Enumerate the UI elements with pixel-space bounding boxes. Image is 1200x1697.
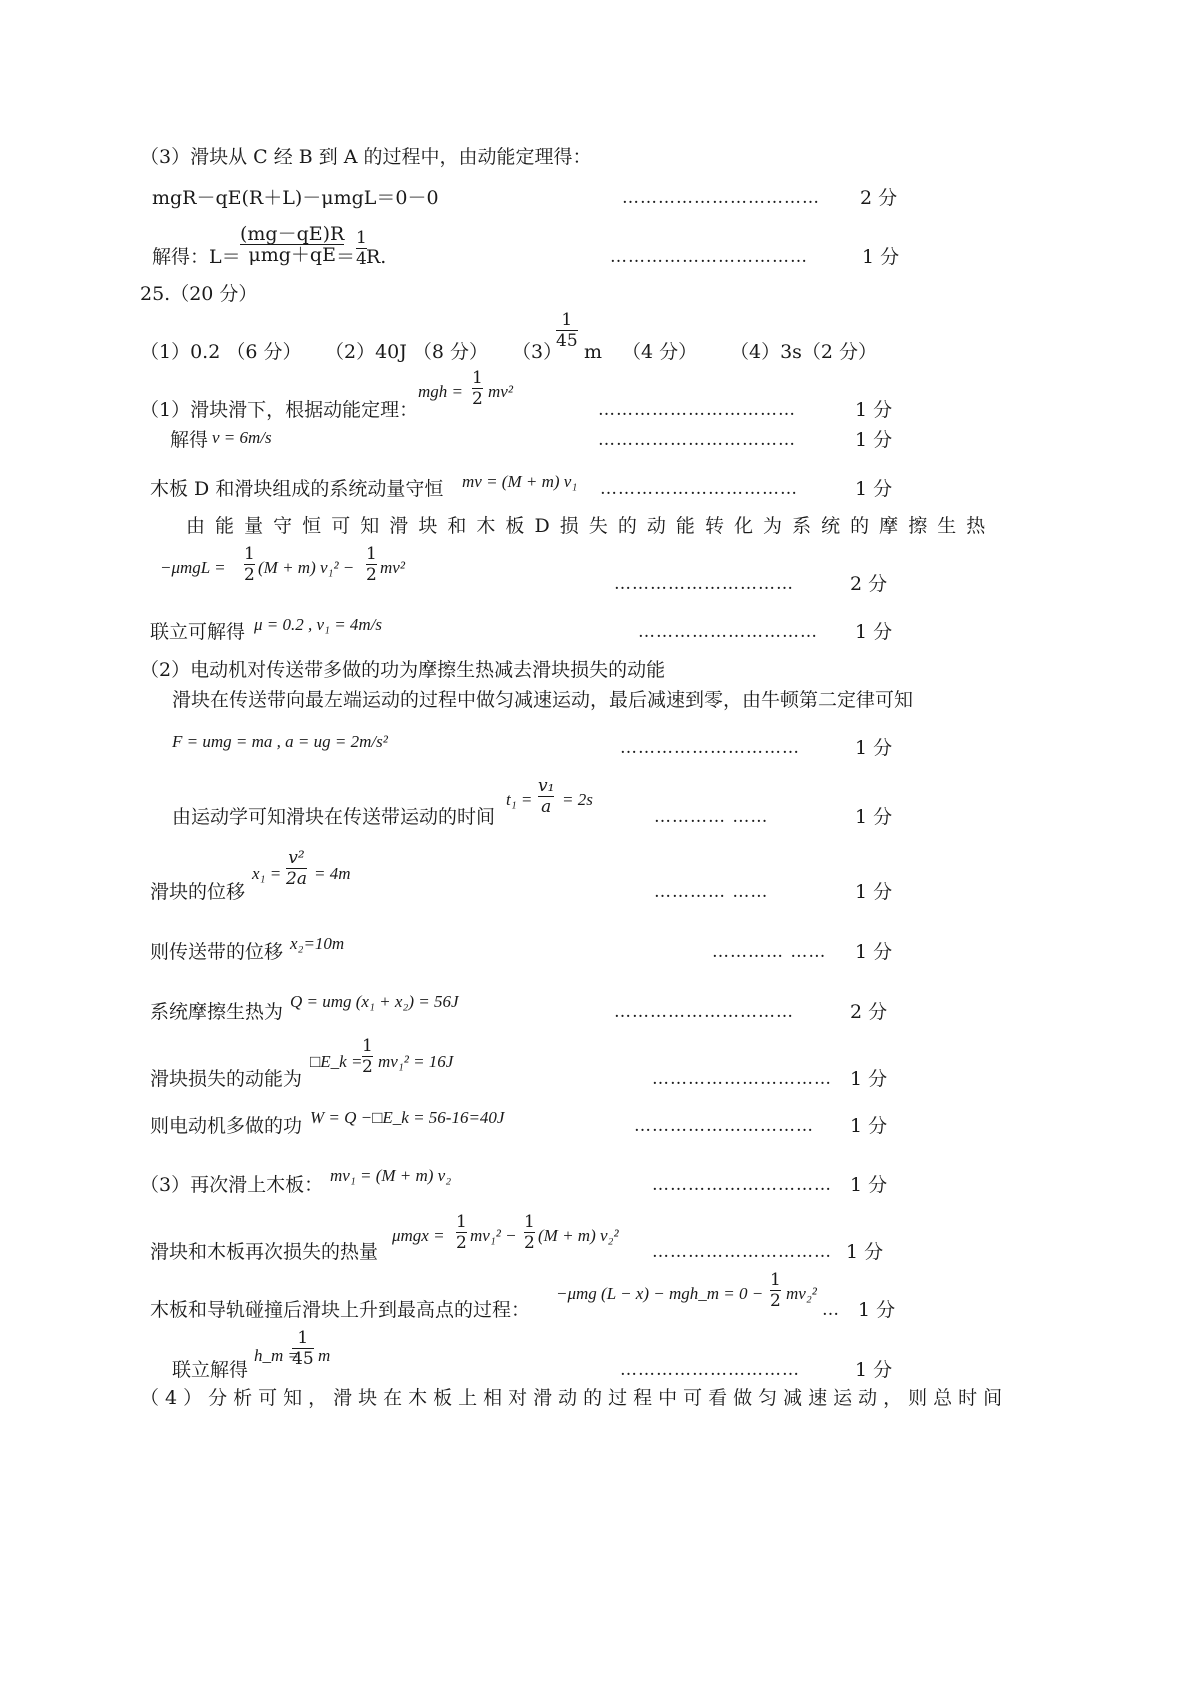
- score: 2 分: [860, 187, 898, 209]
- fraction-den: 4: [356, 249, 367, 269]
- score: 1 分: [855, 621, 893, 643]
- dots: …………………………: [652, 1242, 832, 1262]
- equation: Q = umg (x₁ + x₂) = 56J: [290, 992, 459, 1011]
- equation: v = 6m/s: [212, 428, 272, 447]
- fraction-num: (mg－qE)R: [240, 223, 345, 245]
- answer-4: （4）3s（2 分）: [730, 341, 878, 363]
- dots: …………………………: [614, 1002, 794, 1022]
- equation: m: [318, 1346, 331, 1365]
- answer-3-score: （4 分）: [622, 341, 698, 363]
- dots: ……………………………: [598, 400, 796, 420]
- dots: …………………………: [652, 1069, 832, 1089]
- equation: −μmg (L − x) − mgh_m = 0 −: [556, 1284, 764, 1303]
- fraction: [286, 848, 307, 889]
- equation: x₁ =: [252, 864, 282, 883]
- fraction: [556, 310, 578, 351]
- fraction-num: 1: [356, 228, 367, 248]
- paragraph: 联立可解得: [150, 621, 246, 643]
- fraction-den: 2: [456, 1233, 467, 1253]
- dots: …: [822, 1300, 840, 1320]
- paragraph: （3）再次滑上木板：: [140, 1174, 324, 1196]
- dots: …………………………: [620, 1360, 800, 1380]
- equation: −μmgL =: [160, 558, 226, 577]
- paragraph: 滑块和木板再次损失的热量: [150, 1241, 379, 1263]
- equation: t₁ =: [506, 790, 533, 809]
- fraction: [524, 1212, 535, 1253]
- question-number: 25.（20 分）: [140, 283, 258, 305]
- line-l3-suffix: R.: [366, 246, 387, 268]
- equation: = 4m: [314, 864, 351, 883]
- score: 1 分: [862, 246, 900, 268]
- paragraph: （2）电动机对传送带多做的功为摩擦生热减去滑块损失的动能: [140, 659, 666, 681]
- score: 1 分: [855, 941, 893, 963]
- score: 2 分: [850, 1001, 888, 1023]
- paragraph: （1）滑块滑下，根据动能定理：: [140, 399, 419, 421]
- score: 1 分: [846, 1241, 884, 1263]
- fraction-num: 1: [244, 544, 255, 564]
- paragraph: 由运动学可知滑块在传送带运动的时间: [172, 806, 496, 828]
- fraction-den: 2: [244, 565, 255, 585]
- score: 1 分: [855, 806, 893, 828]
- paragraph: 解得: [170, 429, 209, 451]
- equation: μ = 0.2 , v₁ = 4m/s: [254, 615, 383, 634]
- line-l1: （3）滑块从 C 经 B 到 A 的过程中，由动能定理得：: [140, 146, 592, 168]
- fraction-den: 2: [472, 389, 483, 409]
- equation: mgh =: [418, 382, 463, 401]
- equation: mv₂²: [786, 1284, 817, 1303]
- answer-3-unit: m: [584, 341, 603, 363]
- score: 1 分: [855, 399, 893, 421]
- fraction-den: a: [541, 797, 552, 817]
- paragraph: 滑块损失的动能为: [150, 1068, 303, 1090]
- fraction: [770, 1270, 781, 1311]
- answer-3-prefix: （3）: [512, 341, 563, 363]
- dots: ………… ……: [654, 807, 769, 827]
- fraction: [244, 544, 255, 585]
- dots: ……………………………: [610, 247, 808, 267]
- equation: mv = (M + m) v₁: [462, 472, 578, 491]
- fraction-den: 45: [556, 331, 578, 351]
- fraction-num: v₁: [538, 776, 555, 796]
- fraction-num: 1: [524, 1212, 535, 1232]
- score: 1 分: [855, 737, 893, 759]
- fraction-num: 1: [770, 1270, 781, 1290]
- equation: F = umg = ma , a = ug = 2m/s²: [172, 732, 388, 751]
- score: 1 分: [855, 1359, 893, 1381]
- paragraph: 滑块在传送带向最左端运动的过程中做匀减速运动，最后减速到零，由牛顿第二定律可知: [172, 689, 914, 711]
- fraction: [538, 776, 554, 817]
- dots: …………………………: [614, 574, 794, 594]
- paragraph: 系统摩擦生热为: [150, 1001, 284, 1023]
- equation: (M + m) v₁² −: [258, 558, 355, 577]
- equation: mv₁² = 16J: [378, 1052, 454, 1071]
- line-l2: mgR－qE(R＋L)－μmgL＝0－0: [152, 187, 439, 209]
- equation: mv²: [380, 558, 405, 577]
- dots: ……………………………: [622, 188, 820, 208]
- fraction-num: 1: [362, 1036, 373, 1056]
- fraction-num: 1: [297, 1328, 309, 1348]
- fraction-den: μmg＋qE: [248, 244, 336, 266]
- equation: x₂=10m: [290, 934, 345, 953]
- dots: ……………………………: [600, 479, 798, 499]
- fraction-den: 2: [366, 565, 377, 585]
- paragraph: 则电动机多做的功: [150, 1115, 303, 1137]
- equation: mv₁² −: [470, 1226, 517, 1245]
- fraction-num: 1: [472, 368, 483, 388]
- score: 1 分: [850, 1068, 888, 1090]
- equation: μmgx =: [392, 1226, 445, 1245]
- fraction-num: 1: [366, 544, 377, 564]
- equation: W = Q −□E_k = 56-16=40J: [310, 1108, 505, 1127]
- score: 1 分: [855, 881, 893, 903]
- paragraph: 滑块的位移: [150, 881, 246, 903]
- fraction: [366, 544, 377, 585]
- equation: (M + m) v₂²: [538, 1226, 619, 1245]
- fraction-num: 1: [561, 310, 573, 330]
- fraction: [362, 1036, 373, 1077]
- score: 1 分: [858, 1299, 896, 1321]
- dots: …………………………: [652, 1175, 832, 1195]
- line-l3-eq: ＝: [336, 246, 356, 268]
- dots: …………………………: [620, 738, 800, 758]
- score: 1 分: [855, 429, 893, 451]
- dots: …………………………: [634, 1116, 814, 1136]
- score: 1 分: [850, 1174, 888, 1196]
- paragraph: 则传送带的位移: [150, 941, 284, 963]
- fraction-den: 2: [362, 1057, 373, 1077]
- dots: ………… ……: [654, 882, 769, 902]
- fraction-num: v²: [288, 848, 305, 868]
- equation: mv₁ = (M + m) v₂: [330, 1166, 452, 1185]
- equation: mv²: [488, 382, 513, 401]
- dots: …………………………: [638, 622, 818, 642]
- answer-1: （1）0.2 （6 分）: [140, 341, 302, 363]
- fraction-den: 2a: [286, 869, 307, 889]
- line-l3-prefix: 解得：L＝: [152, 246, 241, 268]
- paragraph: 由 能 量 守 恒 可 知 滑 块 和 木 板 D 损 失 的 动 能 转 化 为 系 统 的 摩 擦 生 热: [186, 515, 988, 537]
- paragraph: 木板 D 和滑块组成的系统动量守恒: [150, 478, 444, 500]
- fraction-den: 45: [292, 1349, 314, 1369]
- fraction-den: 2: [770, 1291, 781, 1311]
- dots: ………… ……: [712, 942, 827, 962]
- paragraph: 木板和导轨碰撞后滑块上升到最高点的过程：: [150, 1299, 531, 1321]
- equation: □E_k =: [310, 1052, 363, 1071]
- score: 1 分: [850, 1115, 888, 1137]
- score: 2 分: [850, 573, 888, 595]
- equation: = 2s: [562, 790, 593, 809]
- fraction: [240, 224, 344, 265]
- fraction-num: 1: [456, 1212, 467, 1232]
- score: 1 分: [855, 478, 893, 500]
- fraction-den: 2: [524, 1233, 535, 1253]
- fraction: [472, 368, 483, 409]
- fraction: [292, 1328, 314, 1369]
- dots: ……………………………: [598, 430, 796, 450]
- fraction: [456, 1212, 467, 1253]
- paragraph: （4）分析可知，滑块在木板上相对滑动的过程中可看做匀减速运动，则总时间: [140, 1387, 1009, 1409]
- equation: h_m =: [254, 1346, 299, 1365]
- paragraph: 联立解得: [172, 1359, 249, 1381]
- answer-2: （2）40J （8 分）: [325, 341, 489, 363]
